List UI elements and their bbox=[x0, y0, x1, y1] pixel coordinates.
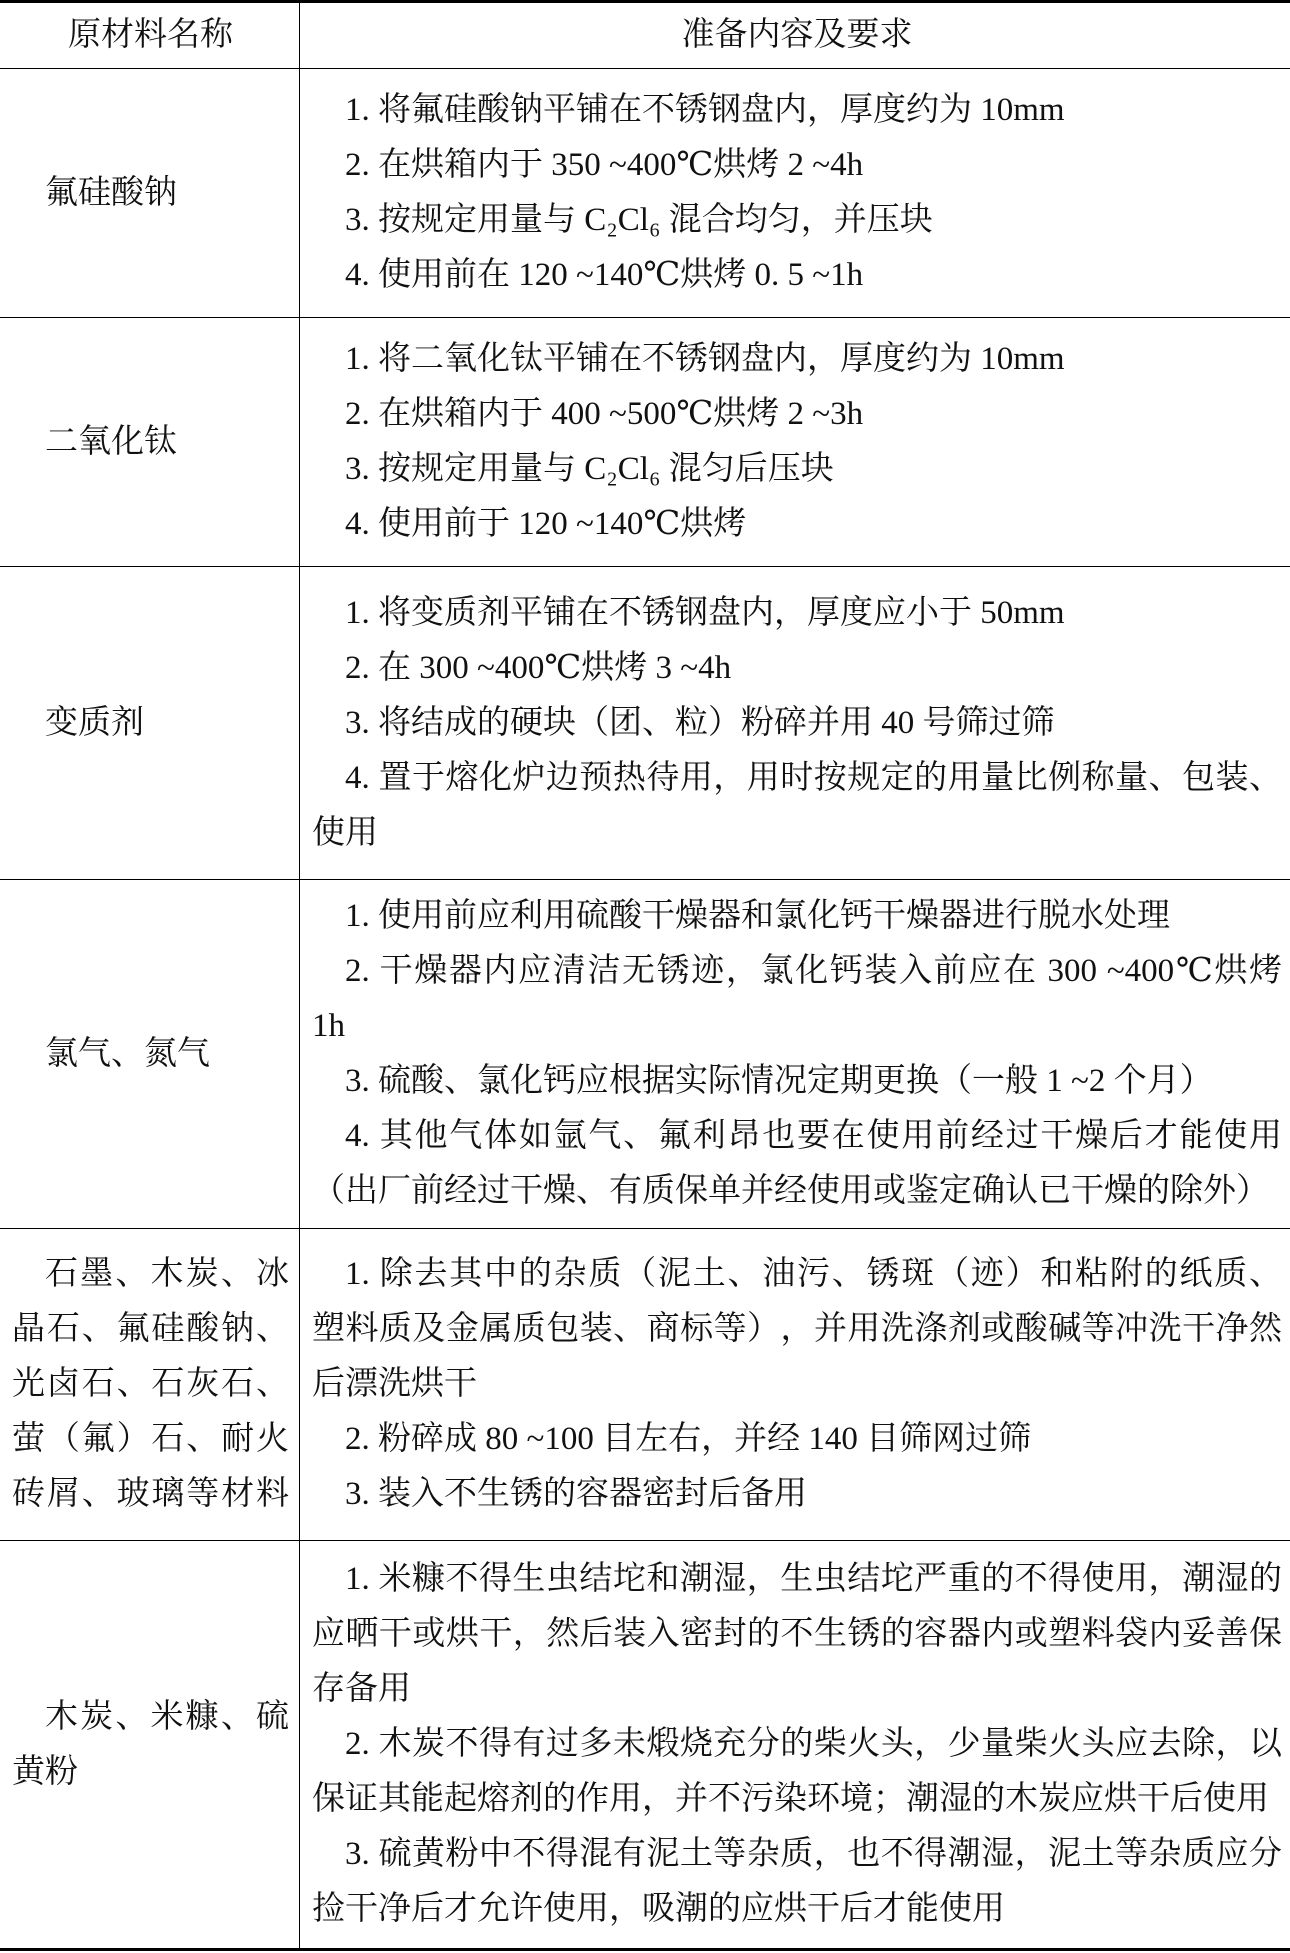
requirement-item bbox=[312, 889, 1282, 944]
material-name-line: 砖屑、玻璃等材料 bbox=[12, 1476, 289, 1512]
requirement-line: 捡干净后才允许使用，吸潮的应烘干后才能使用 bbox=[312, 1891, 1005, 1927]
requirement-line: 1h bbox=[312, 1008, 345, 1044]
requirement-line: 4. 使用前于 120 ~140℃烘烤 bbox=[345, 506, 747, 542]
material-name-cell bbox=[0, 880, 300, 1228]
material-name-line: 萤（氟）石、耐火 bbox=[12, 1421, 289, 1457]
requirement-line: 1. 将氟硅酸钠平铺在不锈钢盘内，厚度约为 10mm bbox=[345, 92, 1065, 128]
material-name-cell bbox=[0, 1541, 300, 1948]
requirement-line: 3. 装入不生锈的容器密封后备用 bbox=[345, 1476, 807, 1512]
table-row bbox=[0, 567, 1290, 880]
table-row bbox=[0, 69, 1290, 318]
requirement-line: 存备用 bbox=[312, 1671, 411, 1707]
material-name-cell bbox=[0, 567, 300, 879]
requirement-line: 2. 在烘箱内于 400 ~500℃烘烤 2 ~3h bbox=[345, 396, 864, 432]
requirement-line: 后漂洗烘干 bbox=[312, 1366, 477, 1402]
requirement-item bbox=[312, 83, 1282, 138]
requirements-cell bbox=[300, 318, 1290, 566]
requirement-item bbox=[312, 1717, 1282, 1827]
requirement-line: 2. 在 300 ~400℃烘烤 3 ~4h bbox=[345, 649, 732, 686]
requirement-line: 保证其能起熔剂的作用，并不污染环境；潮湿的木炭应烘干后使用 bbox=[312, 1781, 1269, 1817]
requirements-cell bbox=[300, 1229, 1290, 1540]
header-cell-material-name bbox=[0, 3, 300, 68]
requirement-item bbox=[312, 1827, 1282, 1937]
requirement-line: 2. 木炭不得有过多未煅烧充分的柴火头，少量柴火头应去除，以 bbox=[345, 1726, 1282, 1762]
requirement-item bbox=[312, 944, 1282, 1054]
material-name-cell bbox=[0, 69, 300, 317]
requirement-item bbox=[312, 1467, 1282, 1522]
requirement-line: 塑料质及金属质包装、商标等），并用洗涤剂或酸碱等冲洗干净然 bbox=[312, 1311, 1282, 1347]
material-name-line: 晶石、氟硅酸钠、 bbox=[12, 1311, 289, 1347]
requirement-item bbox=[312, 1552, 1282, 1717]
requirement-item bbox=[312, 1054, 1282, 1109]
table-row bbox=[0, 318, 1290, 567]
requirement-item bbox=[312, 696, 1282, 751]
requirement-line: （出厂前经过干燥、有质保单并经使用或鉴定确认已干燥的除外） bbox=[312, 1173, 1269, 1209]
requirement-line: 3. 硫酸、氯化钙应根据实际情况定期更换（一般 1 ~2 个月） bbox=[345, 1063, 1213, 1099]
material-name-cell bbox=[0, 1229, 300, 1540]
requirement-line: 1. 除去其中的杂质（泥土、油污、锈斑（迹）和粘附的纸质、 bbox=[345, 1256, 1282, 1292]
material-name-line: 氯气、氮气 bbox=[45, 1035, 210, 1072]
material-name-line: 变质剂 bbox=[45, 704, 144, 741]
header-cell-requirements bbox=[300, 3, 1290, 68]
requirement-item bbox=[312, 1109, 1282, 1219]
requirements-cell bbox=[300, 567, 1290, 879]
requirement-line: 2. 在烘箱内于 350 ~400℃烘烤 2 ~4h bbox=[345, 147, 864, 183]
requirement-item bbox=[312, 332, 1282, 387]
requirement-item bbox=[312, 138, 1282, 193]
requirement-item bbox=[312, 751, 1282, 861]
material-name-line: 石墨、木炭、冰 bbox=[45, 1256, 289, 1292]
requirement-item bbox=[312, 387, 1282, 442]
requirement-line: 2. 干燥器内应清洁无锈迹，氯化钙装入前应在 300 ~400℃烘烤 bbox=[345, 953, 1282, 989]
requirement-item bbox=[312, 586, 1282, 641]
table-row bbox=[0, 880, 1290, 1229]
material-name-line: 黄粉 bbox=[12, 1753, 78, 1790]
requirement-item bbox=[312, 641, 1282, 696]
table-row bbox=[0, 1229, 1290, 1541]
requirement-item bbox=[312, 497, 1282, 552]
requirement-line: 4. 使用前在 120 ~140℃烘烤 0. 5 ~1h bbox=[345, 257, 864, 293]
requirement-line: 使用 bbox=[312, 814, 378, 851]
requirement-line: 3. 将结成的硬块（团、粒）粉碎并用 40 号筛过筛 bbox=[345, 704, 1055, 741]
header-requirements: 准备内容及要求 bbox=[681, 17, 913, 53]
table-header-row bbox=[0, 3, 1290, 69]
requirement-line: 1. 使用前应利用硫酸干燥器和氯化钙干燥器进行脱水处理 bbox=[345, 898, 1170, 934]
requirement-line: 3. 按规定用量与 C₂Cl₆ 混匀后压块 bbox=[345, 451, 834, 487]
header-material-name: 原材料名称 bbox=[68, 17, 233, 53]
requirement-item bbox=[312, 193, 1282, 248]
material-name-line: 氟硅酸钠 bbox=[45, 174, 177, 211]
requirement-item bbox=[312, 1247, 1282, 1412]
requirement-line: 2. 粉碎成 80 ~100 目左右，并经 140 目筛网过筛 bbox=[345, 1421, 1032, 1457]
requirements-cell bbox=[300, 1541, 1290, 1948]
requirement-line: 1. 将变质剂平铺在不锈钢盘内，厚度应小于 50mm bbox=[345, 594, 1065, 631]
table-row bbox=[0, 1541, 1290, 1948]
requirements-cell bbox=[300, 880, 1290, 1228]
requirement-line: 1. 将二氧化钛平铺在不锈钢盘内，厚度约为 10mm bbox=[345, 341, 1065, 377]
requirement-item bbox=[312, 442, 1282, 497]
requirement-line: 1. 米糠不得生虫结坨和潮湿，生虫结坨严重的不得使用，潮湿的 bbox=[345, 1561, 1282, 1597]
requirement-line: 应晒干或烘干，然后装入密封的不生锈的容器内或塑料袋内妥善保 bbox=[312, 1616, 1282, 1652]
material-name-line: 木炭、米糠、硫 bbox=[45, 1698, 289, 1735]
requirement-line: 4. 其他气体如氩气、氟利昂也要在使用前经过干燥后才能使用 bbox=[345, 1118, 1282, 1154]
requirement-line: 3. 按规定用量与 C₂Cl₆ 混合均匀，并压块 bbox=[345, 202, 933, 238]
requirement-line: 3. 硫黄粉中不得混有泥土等杂质，也不得潮湿，泥土等杂质应分 bbox=[345, 1836, 1282, 1872]
requirement-line: 4. 置于熔化炉边预热待用，用时按规定的用量比例称量、包装、 bbox=[345, 759, 1282, 796]
material-name-line: 光卤石、石灰石、 bbox=[12, 1366, 289, 1402]
material-name-cell bbox=[0, 318, 300, 566]
requirement-item bbox=[312, 1412, 1282, 1467]
material-name-line: 二氧化钛 bbox=[45, 423, 177, 460]
requirements-cell bbox=[300, 69, 1290, 317]
requirement-item bbox=[312, 248, 1282, 303]
